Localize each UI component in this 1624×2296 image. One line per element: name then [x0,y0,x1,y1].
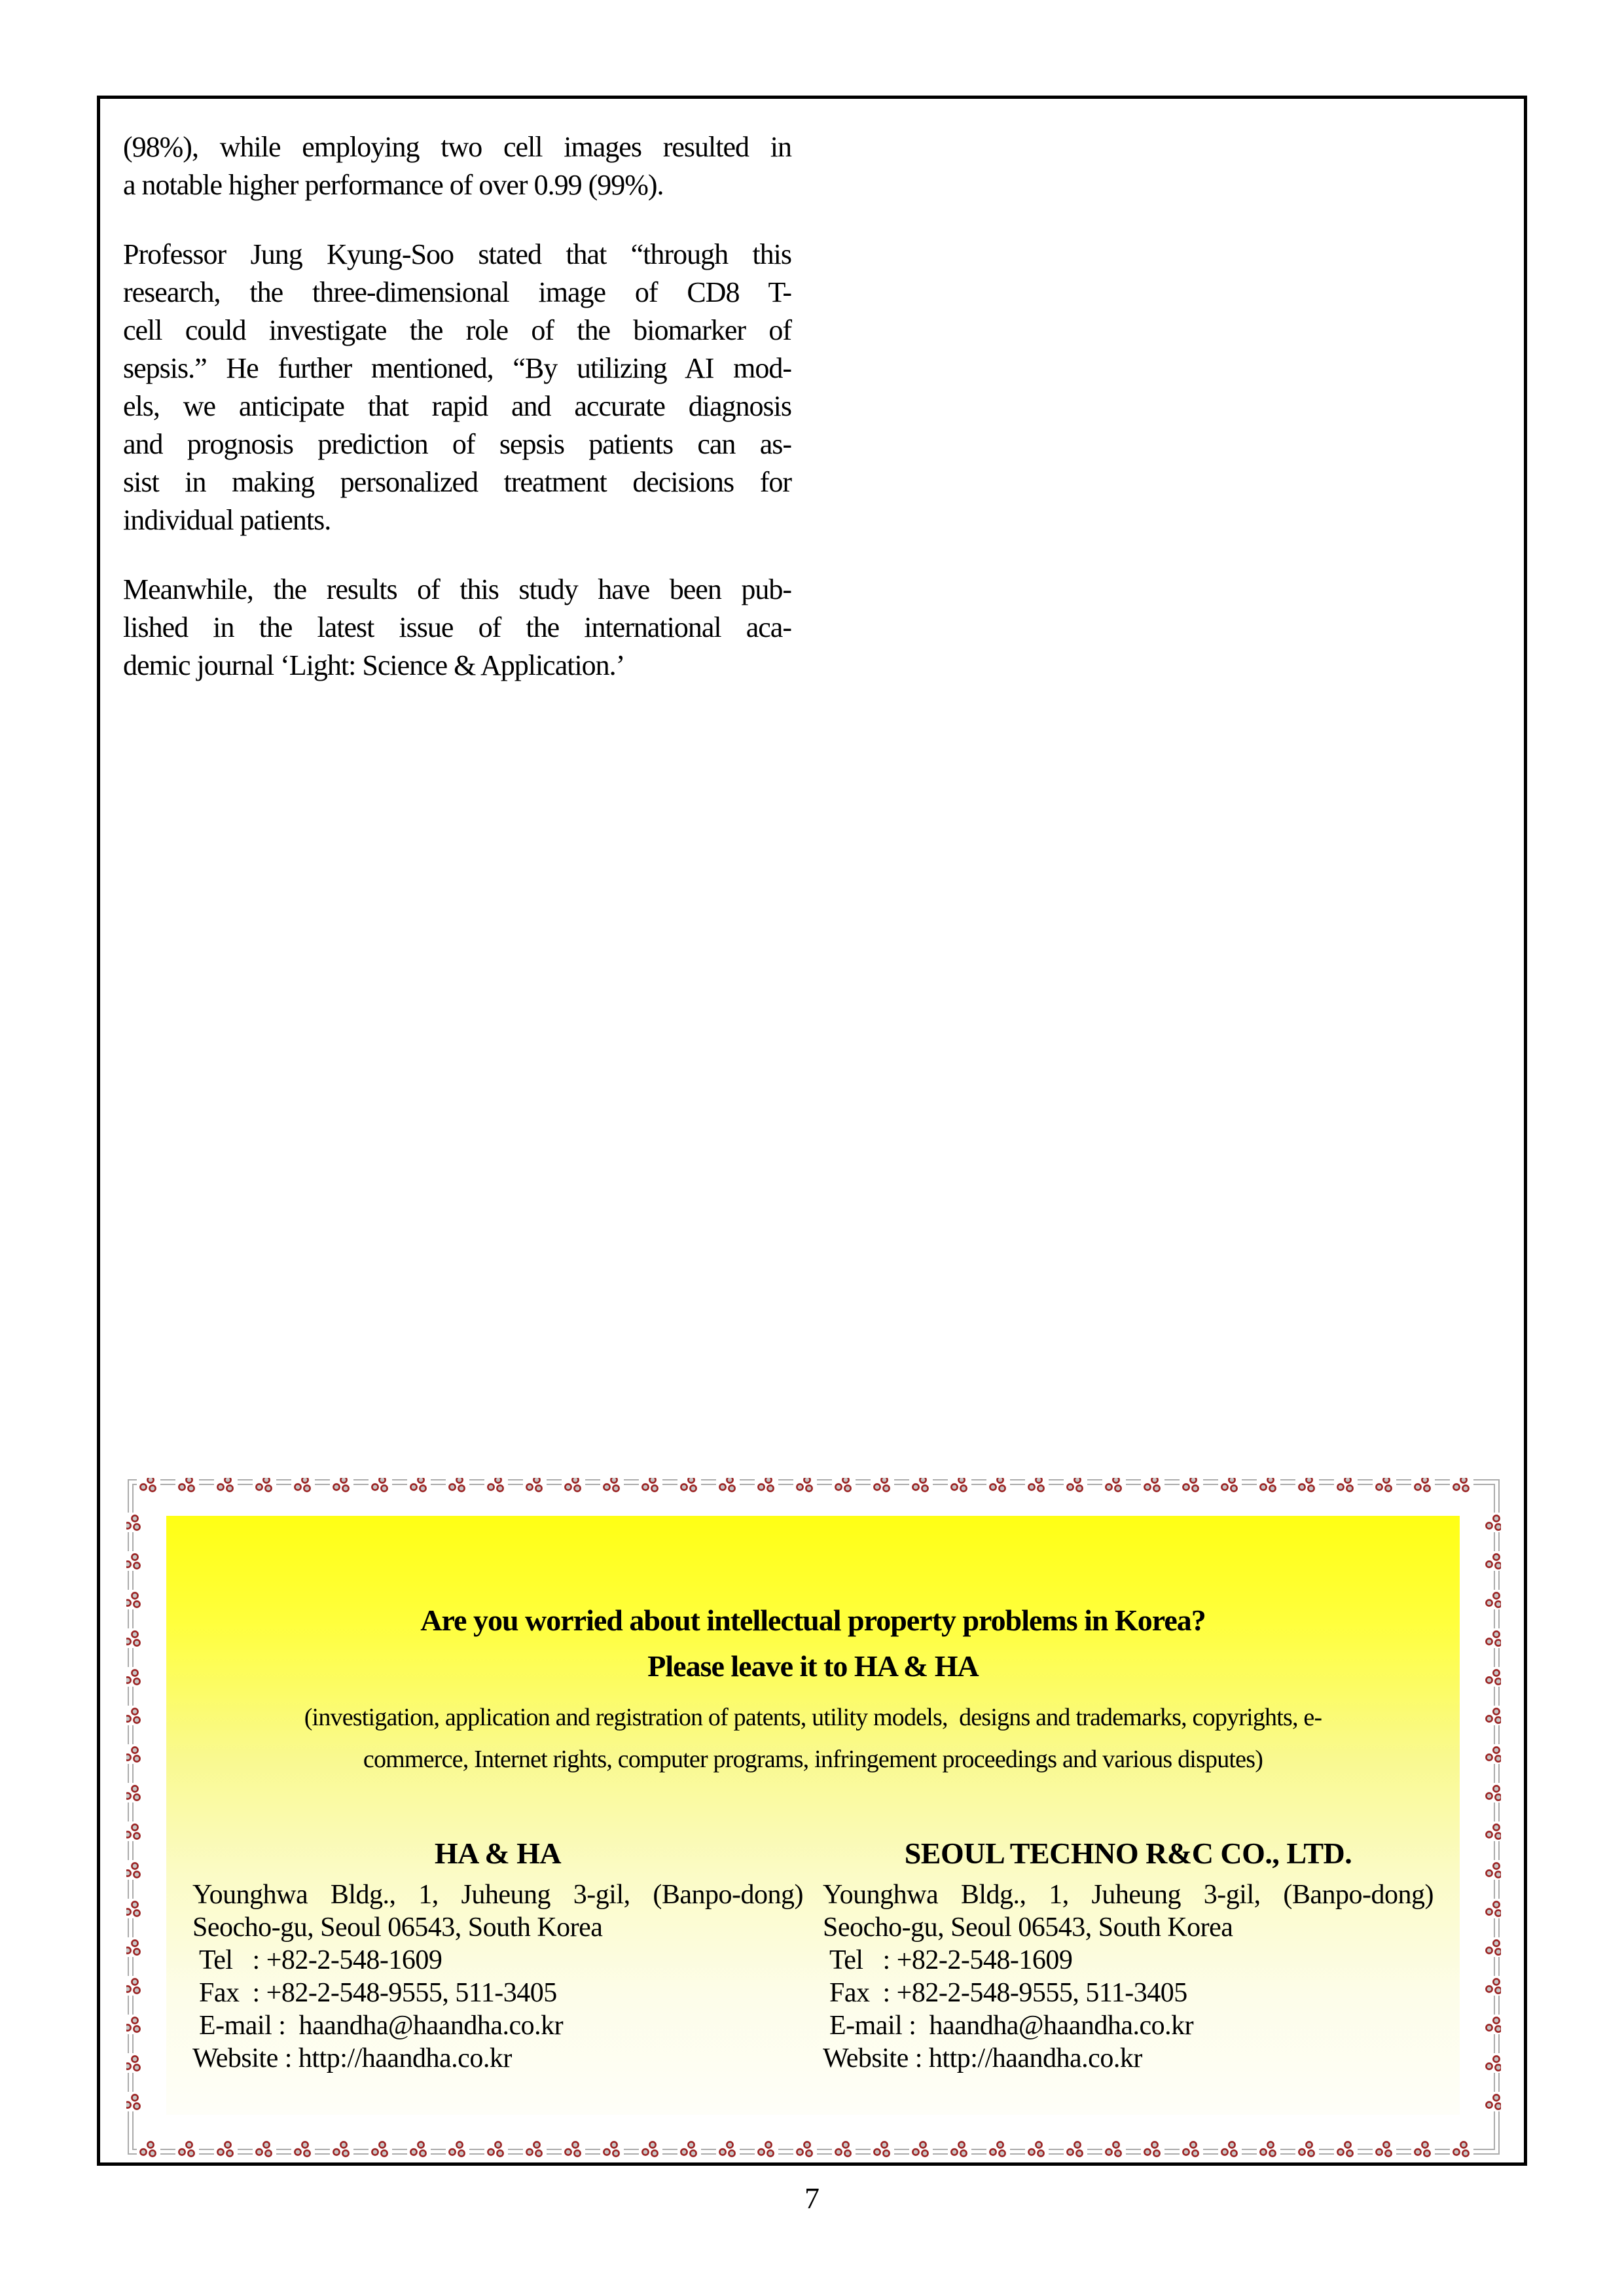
company-name: HA & HA [434,1837,562,1870]
company-seoul-techno [823,1835,1434,2075]
promo-yellow-box [166,1516,1460,2115]
company-address: Younghwa Bldg., 1, Juheung 3-gil, (Banpo-dong) Seocho-gu, Seoul 06543, South Korea Tel : +82-2-548-1609 Fax : +82-2-548-9555, 511-3405 E-mail : haandha@haandha.co.kr Website : http://haandha.co.kr [823,1880,1434,2073]
promo-question-heading: Are you worried about intellectual property problems in Korea? [420,1604,1206,1637]
company-ha-and-ha [192,1835,803,2075]
company-columns [192,1835,1434,2075]
promo-tagline-heading: Please leave it to HA & HA [647,1649,979,1683]
company-address: Younghwa Bldg., 1, Juheung 3-gil, (Banpo-dong) Seocho-gu, Seoul 06543, South Korea Tel : +82-2-548-1609 Fax : +82-2-548-9555, 511-3405 E-mail : haandha@haandha.co.kr Website : http://haandha.co.kr [192,1880,803,2073]
page-number: 7 [804,2181,820,2215]
paragraph-results: (98%), while employing two cell images resulted in a notable higher performance of over 0.99 (99%). [123,131,791,201]
company-name: SEOUL TECHNO R&C CO., LTD. [904,1837,1352,1870]
promo-services-note: (investigation, application and registration of patents, utility models, designs and trademarks, copyrights, e- commerce, Internet rights, computer programs, infringement proceedings and various disputes) [304,1704,1322,1773]
paragraph-professor-quote: Professor Jung Kyung-Soo stated that “through this research, the three-dimensional image of CD8 T- cell could investigate the role of the biomarker of sepsis.” He further mentioned, “By utilizing AI mod- els, we anticipate that rapid and accurate diagnosis and prognosis prediction of sepsis patients can as- sist in making personalized treatment decisions for individual patients. [123,238,791,536]
paragraph-publication: Meanwhile, the results of this study have been pub- lished in the latest issue of the international aca- demic journal ‘Light: Science & Application.’ [123,573,791,681]
article-text-column [123,128,791,716]
promo-lace-frame [126,1478,1501,2159]
